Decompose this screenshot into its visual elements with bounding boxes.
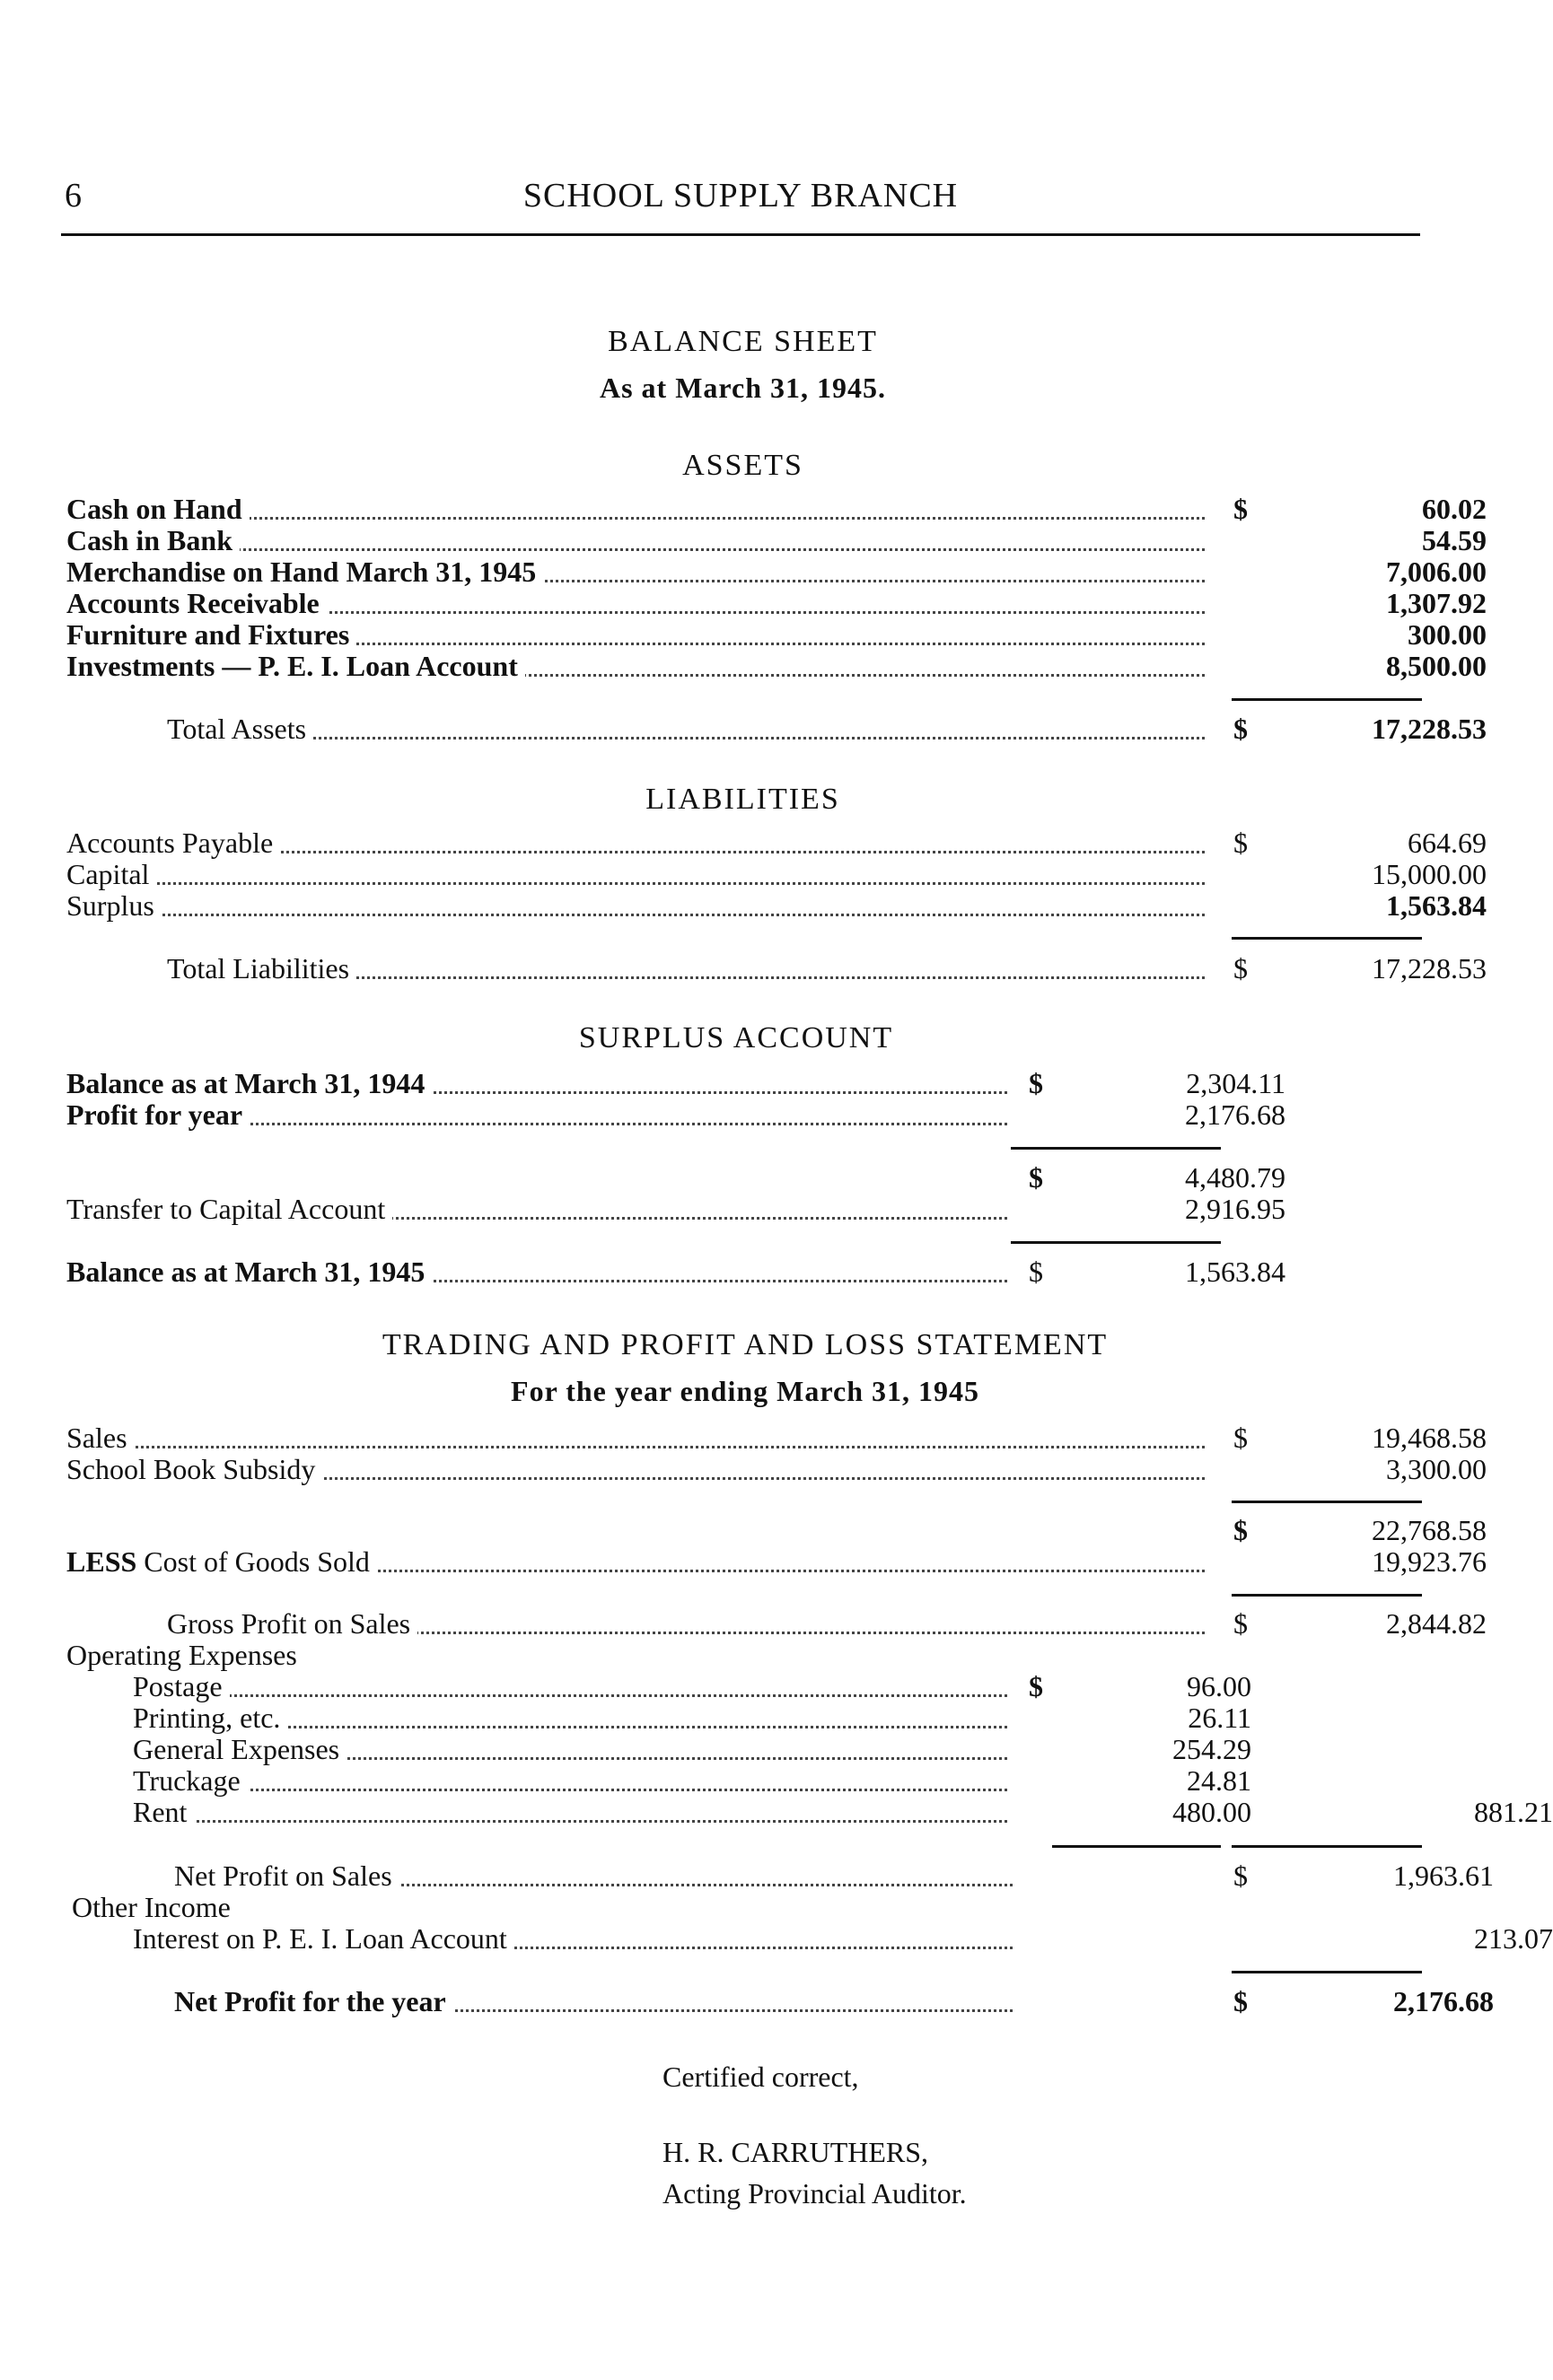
expenses-total: 881.21 [1474, 1796, 1553, 1828]
trading-heading: TRADING AND PROFIT AND LOSS STATEMENT [382, 1328, 1109, 1361]
expenses-rule [1052, 1845, 1221, 1848]
auditor-name: H. R. CARRUTHERS, [662, 2136, 929, 2168]
liabilities-heading: LIABILITIES [645, 783, 840, 816]
balance-sheet-title: BALANCE SHEET [608, 325, 878, 358]
assets-heading: ASSETS [682, 449, 803, 482]
header-rule [61, 233, 1420, 236]
document-page: 6 SCHOOL SUPPLY BRANCH BALANCE SHEET As at March 31, 1945. ASSETS Cash on Hand $ 60.02 Cash in Bank 54.59 Merchandise on Hand March 31, 1945 7,006.00 Accounts Receivable 1,307.92 Furniture and Fixtures 300.00 Investments — P. E. I. Loan Account 8,500.00 Total Assets $ 17,228.53 LIABILITIES Accounts Payable $ 664.69 Capital 15,000.00 Surplus 1,563.84 Total Liabilities $ 17,228.53 SURPLUS ACCOUNT Balance as at March 31, 1944 $ 2,304.11 Profit for year 2,176.68 $ 4,480.79 Transfer to Capital Account 2,916.95 Balance as at March 31, 1945 $ 1,563.84 TRADING AND PROFIT AND LOSS STATEMENT For the year ending March 31, 1945 Sales $ 19,468.58 School Book Subsidy 3,300.00 $ 22,768.58 LESS Cost of Goods Sold 19,923.76 Gross Profit on Sales $ 2,844.82 Operating Expenses Postage $ 96.00 Printing, etc. 26.11 General Expenses 254.29 Truckage 24.81 Rent 480.00 881.21 Net Profit on Sales $ 1,963.61 Other Income Interest on P. E. I. Loan Account 213.07 Net Profit for the year $ 2,176.68 Certified correct, H. R. CARRUTHERS, Acting Provincial Auditor. [0, 0, 1543, 2380]
certified-line: Certified correct, [662, 2061, 859, 2093]
trading-subheading: For the year ending March 31, 1945 [511, 1375, 979, 1407]
page-number: 6 [65, 177, 82, 214]
total-rule [1232, 698, 1422, 701]
subtotal-rule [1011, 1241, 1221, 1244]
balance-sheet-date: As at March 31, 1945. [599, 372, 887, 404]
subtotal-rule [1232, 1971, 1422, 1973]
total-rule [1232, 937, 1422, 940]
surplus-heading: SURPLUS ACCOUNT [578, 1021, 894, 1054]
subtotal-rule [1011, 1147, 1221, 1150]
subtotal-rule [1232, 1501, 1422, 1503]
subtotal-rule [1232, 1845, 1422, 1848]
subtotal-rule [1232, 1594, 1422, 1597]
running-header: SCHOOL SUPPLY BRANCH [522, 177, 959, 214]
auditor-title: Acting Provincial Auditor. [662, 2177, 967, 2209]
